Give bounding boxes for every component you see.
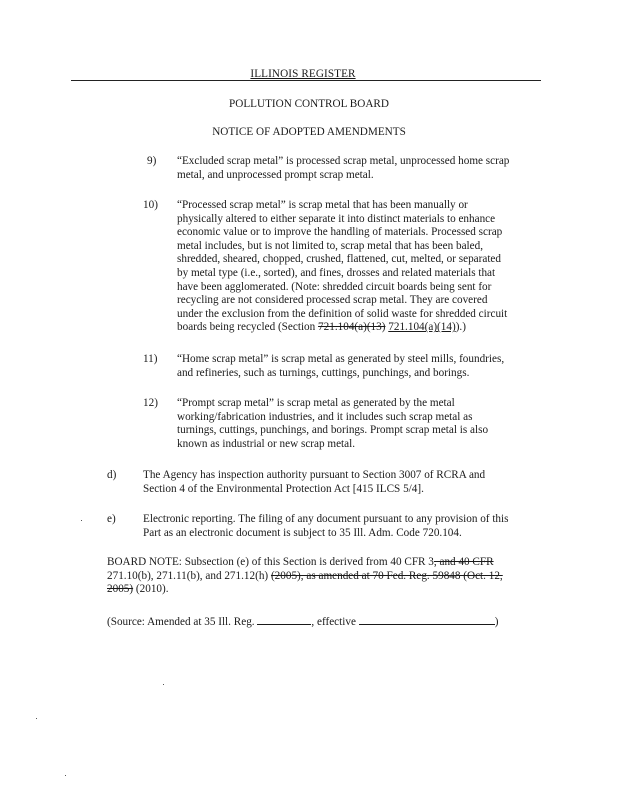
definition-line: and refineries, such as turnings, cuttings, punchings, and borings. [177,366,470,379]
scan-speck [81,520,82,521]
deleted-citation: 721.104(a)(13) [318,321,386,334]
subsection-line: The Agency has inspection authority pursuant to Section 3007 of RCRA and [143,469,486,481]
definition-line: turnings, cuttings, punchings, and borings. Prompt scrap metal is also [177,424,489,437]
definition-line: physically altered to either separate it into distinct materials to enhance [177,212,496,225]
board-note [107,556,547,597]
subsection-letter: e) [107,513,116,525]
definition-line: working/fabrication industries, and it includes such scrap metal as [177,410,473,423]
definition-line: have been agglomerated. (Note: shredded circuit boards being sent for [177,280,492,293]
definition-line: metal includes, but is not limited to, scrap metal that has been baled, [177,239,484,252]
definition-line: known as industrial or new scrap metal. [177,437,356,450]
definition-last-line [177,321,557,335]
effective-date-blank [359,613,495,625]
notice-title: NOTICE OF ADOPTED AMENDMENTS [212,126,406,138]
definition-number: 10) [143,199,158,211]
definition-line: by metal type (i.e., sorted), and fines, drosses and related materials that [177,266,496,279]
definition-line: shredded, sheared, chopped, crushed, flattened, cut, melted, or separated [177,253,501,266]
subsection-line: Section 4 of the Environmental Protection Act [415 ILCS 5/4]. [143,482,424,495]
register-title: ILLINOIS REGISTER [250,68,356,80]
board-note-text: 271.10(b), 271.11(b), and 271.12(h) [107,569,271,582]
definition-line: “Prompt scrap metal” is scrap metal as generated by the metal [177,397,455,409]
last-line-prefix: boards being recycled (Section [177,321,319,334]
board-note-text: BOARD NOTE: Subsection (e) of this Section is derived from 40 CFR 3 [107,556,434,568]
board-note-deleted: , and 40 CFR [433,556,494,568]
definition-line: metal, and unprocessed prompt scrap metal. [177,168,374,181]
source-suffix: ) [494,616,499,628]
subsection-line: Part as an electronic document is subject to 35 Ill. Adm. Code 720.104. [143,526,462,539]
register-blank [257,613,311,625]
scan-speck [65,775,66,776]
subsection-letter: d) [107,469,117,481]
board-note-deleted: (2005), as amended at 70 Fed. Reg. 59848 (Oct. 12, [270,569,503,582]
board-note-deleted: 2005) [107,583,134,596]
definition-line: “Excluded scrap metal” is processed scrap metal, unprocessed home scrap [177,155,510,167]
definition-number: 12) [143,397,158,409]
scan-speck [36,718,37,719]
definition-line: economic value or to improve the handling of materials. Processed scrap [177,226,503,239]
subsection-line: Electronic reporting. The filing of any document pursuant to any provision of this [143,513,509,525]
definition-line: recycling are not considered processed scrap metal. They are covered [177,294,488,307]
board-name: POLLUTION CONTROL BOARD [229,98,389,110]
definition-line: under the exclusion from the definition of solid waste for shredded circuit [177,307,508,320]
definition-number: 11) [143,353,158,365]
definition-line: “Processed scrap metal” is scrap metal that has been manually or [177,199,468,211]
source-line [107,613,547,630]
header-rule [71,80,541,81]
board-note-text: (2010). [133,583,169,596]
scan-speck [163,684,164,685]
board-note-line-1 [107,556,547,570]
board-note-line-3 [107,583,547,597]
board-note-line-2 [107,570,547,584]
source-prefix: (Source: Amended at 35 Ill. Reg. [107,616,258,628]
definition-line: “Home scrap metal” is scrap metal as generated by steel mills, foundries, [177,353,505,365]
inserted-citation: 721.104(a)(14) [388,321,456,334]
definition-number: 9) [147,155,157,167]
source-middle: , effective [311,616,359,628]
last-line-suffix: ).) [455,321,466,334]
